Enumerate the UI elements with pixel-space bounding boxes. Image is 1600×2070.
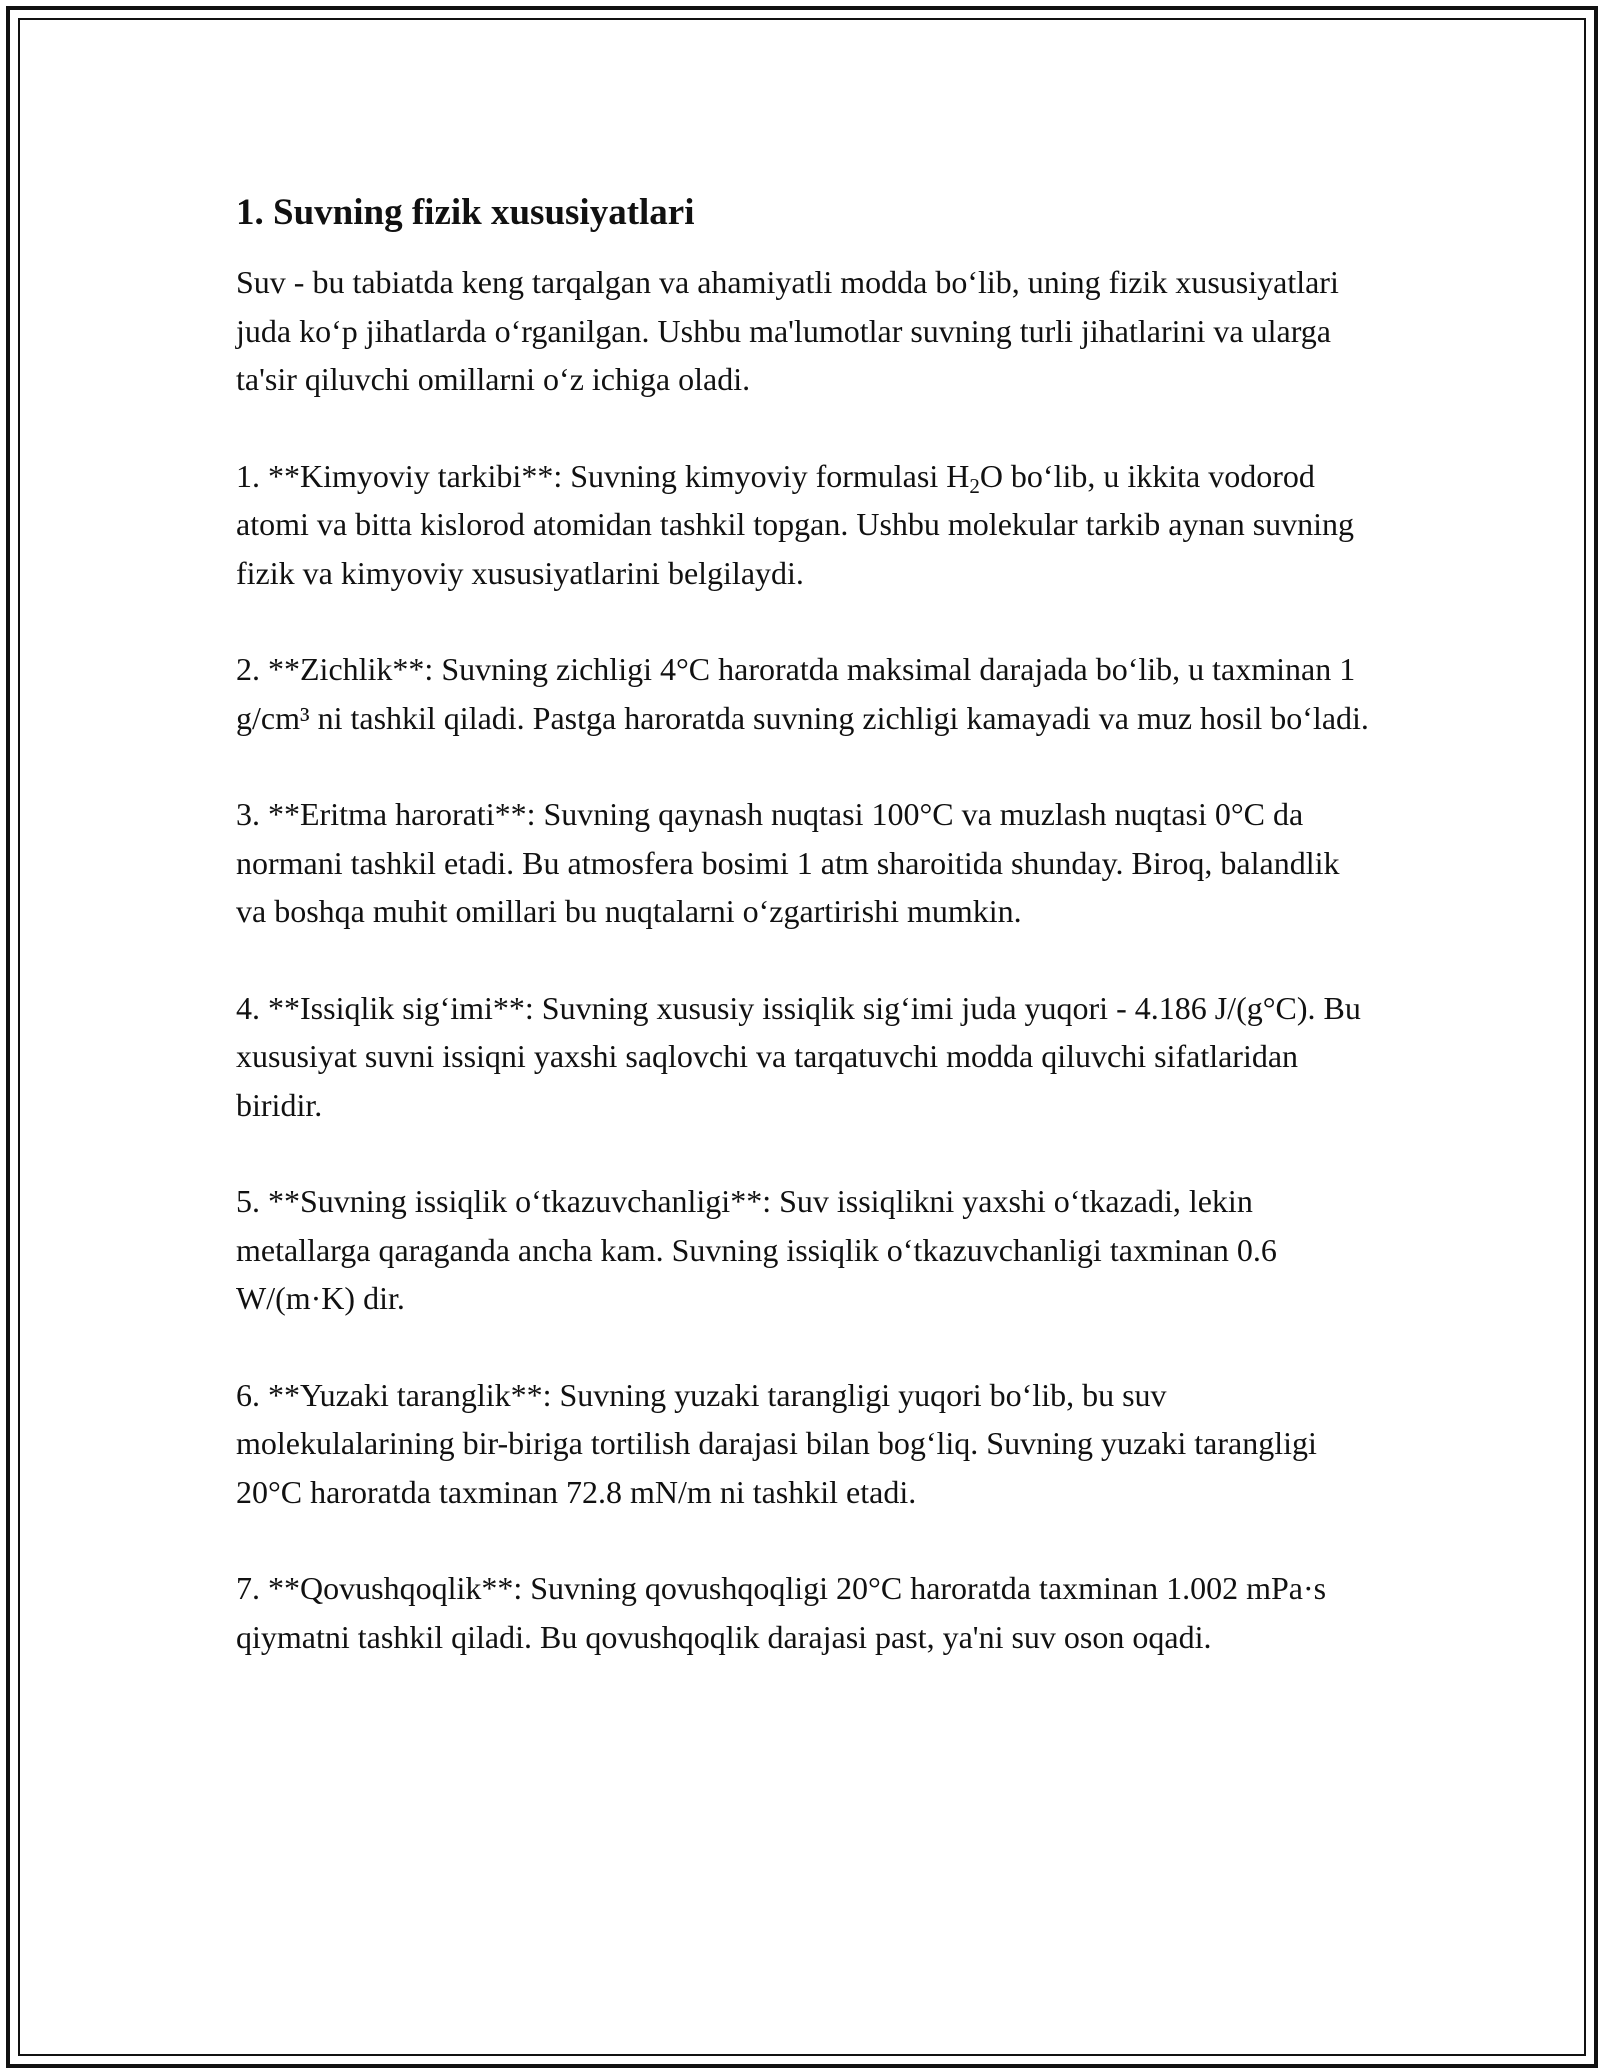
list-item-surface-tension: 6. **Yuzaki taranglik**: Suvning yuzaki tarangligi yuqori bo‘lib, bu suv molekulalarining bir-biriga tortilish darajasi bilan bog‘liq. Suvning yuzaki tarangligi 20°C haroratda taxminan 72.8 mN/m ni tashkil etadi. [236,1376,1317,1510]
list-item-boiling-freezing: 3. **Eritma harorati**: Suvning qaynash nuqtasi 100°C va muzlash nuqtasi 0°C da normani tashkil etadi. Bu atmosfera bosimi 1 atm sharoitida shunday. Biroq, balandlik va boshqa muhit omillari bu nuqtalarni o‘zgartirishi mumkin. [236,796,1340,929]
list-item-viscosity: 7. **Qovushqoqlik**: Suvning qovushqoqligi 20°C haroratda taxminan 1.002 mPa·s qiymatni tashkil qiladi. Bu qovushqoqlik darajasi past, ya'ni suv oson oqadi. [236,1570,1327,1655]
document-body [236,188,1376,1709]
list-item-density: 2. **Zichlik**: Suvning zichligi 4°C haroratda maksimal darajada bo‘lib, u taxminan 1 g/cm³ ni tashkil qiladi. Pastga haroratda suvning zichligi kamayadi va muz hosil bo‘ladi. [236,651,1369,736]
list-item-heat-capacity: 4. **Issiqlik sig‘imi**: Suvning xususiy issiqlik sig‘imi juda yuqori - 4.186 J/(g°C). Bu xususiyat suvni issiqni yaxshi saqlovchi va tarqatuvchi modda qiluvchi sifatlaridan biridir. [236,989,1361,1123]
item-text-start: 1. **Kimyoviy tarkibi**: Suvning kimyoviy formulasi H [236,457,970,494]
subscript-2: 2 [969,473,980,498]
item-text-end: O bo‘lib, u ikkita vodorod atomi va bitta kislorod atomidan tashkil topgan. Ushbu molekular tarkib aynan suvning fizik va kimyoviy xususiyatlarini belgilaydi. [236,457,1355,591]
section-heading: 1. Suvning fizik xususiyatlari [236,192,695,233]
list-item-chemical-composition [236,452,1376,598]
list-item-thermal-conductivity: 5. **Suvning issiqlik o‘tkazuvchanligi**: Suv issiqlikni yaxshi o‘tkazadi, lekin metallarga qaraganda ancha kam. Suvning issiqlik o‘tkazuvchanligi taxminan 0.6 W/(m·K) dir. [236,1183,1277,1316]
intro-paragraph: Suv - bu tabiatda keng tarqalgan va ahamiyatli modda bo‘lib, uning fizik xususiyatlari juda ko‘p jihatlarda o‘rganilgan. Ushbu ma'lumotlar suvning turli jihatlarini va ularga ta'sir qiluvchi omillarni o‘z ichiga oladi. [236,264,1339,397]
